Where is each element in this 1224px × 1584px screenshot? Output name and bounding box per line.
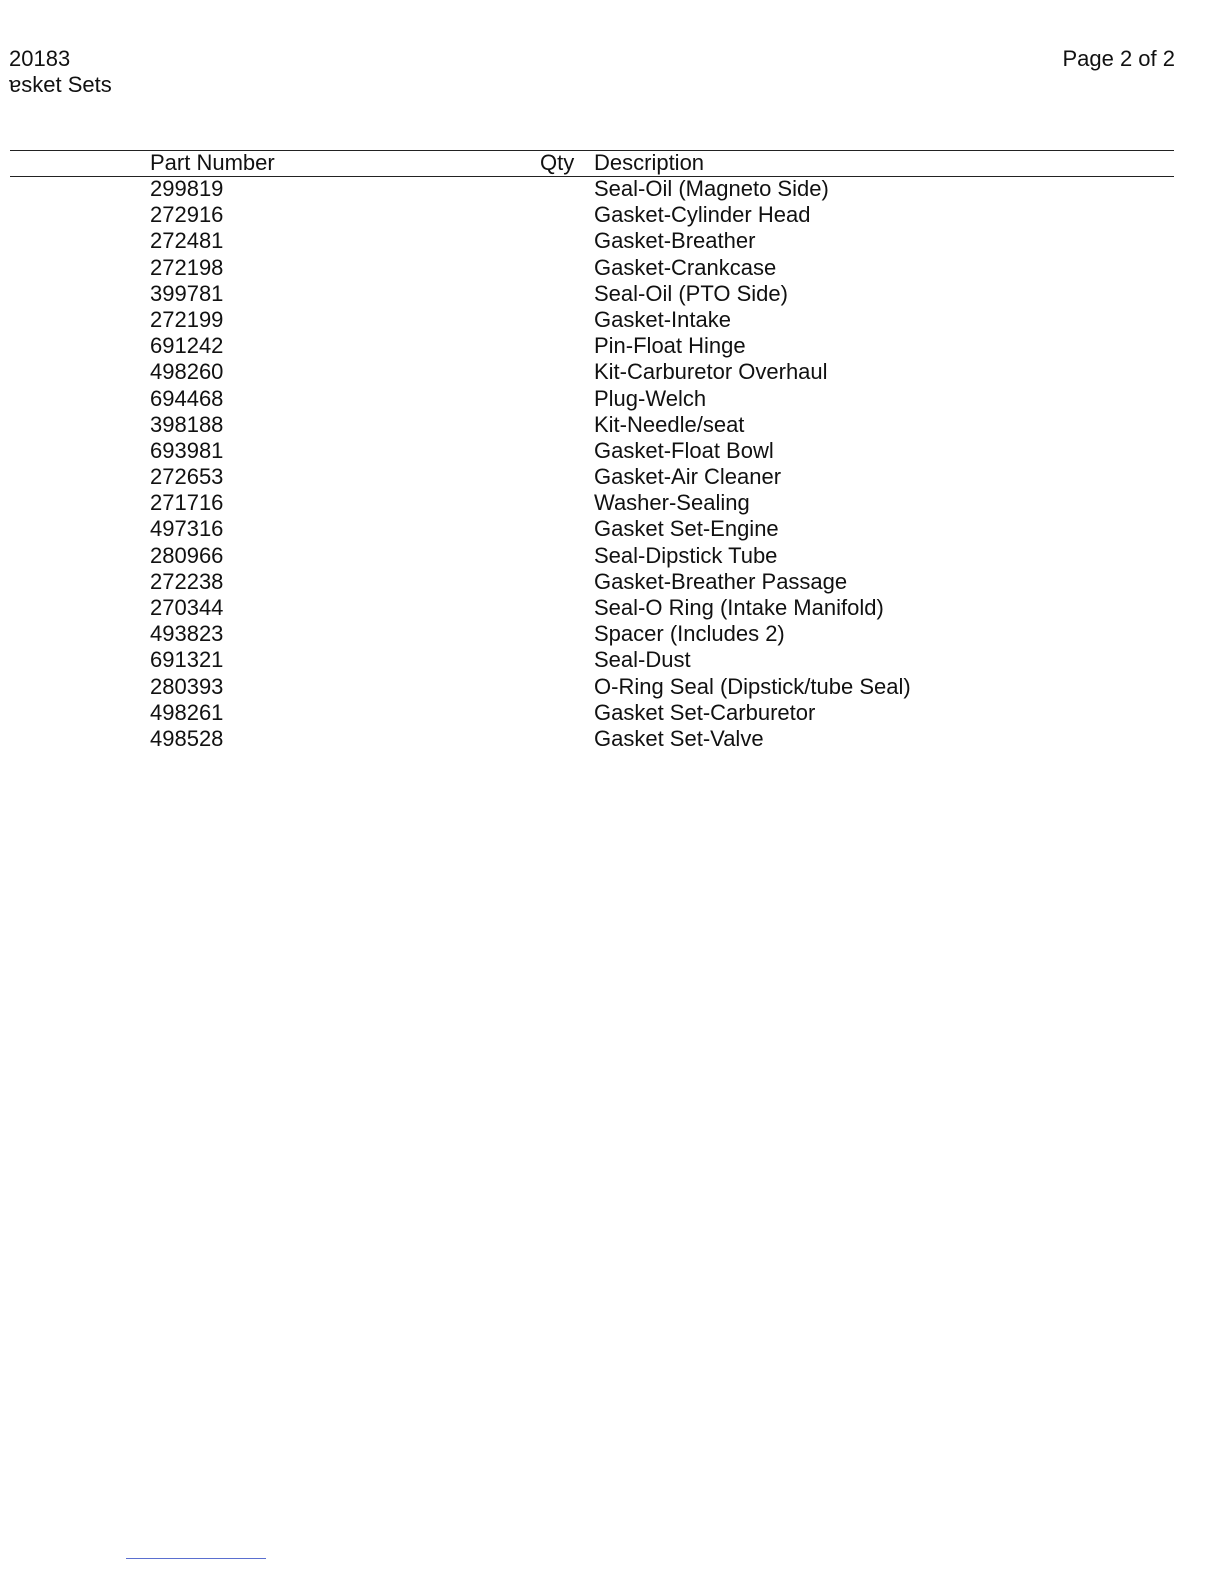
table-row [0,255,1224,281]
description-cell: Spacer (Includes 2) [594,621,785,647]
table-row [0,700,1224,726]
table-row [0,595,1224,621]
table-row [0,647,1224,673]
table-row [0,438,1224,464]
part-number-cell: 272198 [150,254,224,280]
part-number-cell: 272238 [150,568,224,594]
table-row [0,228,1224,254]
part-number-cell: 693981 [150,437,224,463]
part-number-cell: 271716 [150,490,224,516]
part-number-cell: 691242 [150,333,224,359]
part-number-cell: 272481 [150,228,224,254]
footer-line [126,1558,266,1559]
description-cell: Kit-Needle/seat [594,411,745,437]
description-cell: Washer-Sealing [594,490,750,516]
part-number-cell: 498261 [150,699,224,725]
description-cell: Gasket Set-Valve [594,725,764,751]
part-number-cell: 270344 [150,595,224,620]
description-cell: Gasket-Breather Passage [594,568,848,594]
description-cell: Seal-O Ring (Intake Manifold) [594,595,884,620]
table-row [0,543,1224,569]
description-cell: Gasket-Intake [594,306,731,332]
parts-table-body [0,176,1224,752]
table-row [0,307,1224,333]
table-row [0,333,1224,359]
table-row [0,281,1224,307]
part-number-cell: 498260 [150,359,224,385]
table-row [0,412,1224,438]
part-number-cell: 497316 [150,516,224,542]
table-row [0,674,1224,700]
part-number-cell: 498528 [150,725,224,751]
description-cell: Gasket-Cylinder Head [594,202,811,228]
table-row [0,621,1224,647]
description-cell: Gasket-Float Bowl [594,437,774,463]
description-cell: Seal-Oil (Magneto Side) [594,176,829,201]
table-row [0,490,1224,516]
description-cell: Kit-Carburetor Overhaul [594,359,828,385]
part-number-cell: 272199 [150,306,224,332]
table-row [0,569,1224,595]
part-number-cell: 399781 [150,280,224,306]
table-row [0,176,1224,202]
description-cell: Gasket-Air Cleaner [594,464,782,490]
table-row [0,202,1224,228]
description-cell: Seal-Oil (PTO Side) [594,280,788,306]
description-cell: Plug-Welch [594,385,707,411]
description-cell: Gasket Set-Engine [594,516,779,542]
document-title: ɐsket Sets [9,72,112,97]
document-number: 20183 [9,46,71,71]
description-cell: Pin-Float Hinge [594,333,746,359]
column-header-part-number: Part Number [150,150,275,175]
description-cell: Seal-Dust [594,647,691,673]
table-row [0,464,1224,490]
part-number-cell: 280966 [150,542,224,568]
page-indicator: Page 2 of 2 [1062,46,1175,71]
column-header-qty: Qty [540,150,575,175]
description-cell: Gasket-Crankcase [594,254,777,280]
part-number-cell: 272653 [150,464,224,490]
part-number-cell: 691321 [150,647,224,673]
table-row [0,516,1224,542]
document-header-left [9,46,112,98]
table-row [0,726,1224,752]
description-cell: O-Ring Seal (Dipstick/tube Seal) [594,673,911,699]
column-header-description: Description [594,150,705,175]
table-row [0,386,1224,412]
table-row [0,359,1224,385]
part-number-cell: 280393 [150,673,224,699]
part-number-cell: 272916 [150,202,224,228]
part-number-cell: 398188 [150,411,224,437]
description-cell: Seal-Dipstick Tube [594,542,778,568]
part-number-cell: 299819 [150,176,224,201]
description-cell: Gasket-Breather [594,228,756,254]
part-number-cell: 694468 [150,385,224,411]
part-number-cell: 493823 [150,621,224,647]
description-cell: Gasket Set-Carburetor [594,699,816,725]
